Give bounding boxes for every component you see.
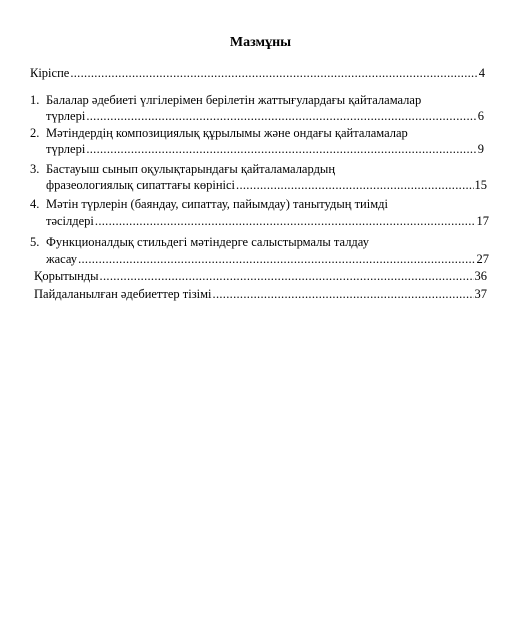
toc-entry-label: Мәтіндердің композициялық құрылымы және ондағы қайталамалар xyxy=(46,126,408,140)
toc-entry-label-cont: түрлері xyxy=(46,109,86,123)
toc-entry-1-line2 xyxy=(46,108,484,124)
toc-entry-label: Кіріспе xyxy=(30,66,70,80)
toc-leader-dots xyxy=(236,177,473,193)
toc-page-number: 9 xyxy=(477,142,484,156)
toc-entry-4-line1 xyxy=(30,196,388,212)
toc-page-number: 37 xyxy=(474,287,487,301)
toc-entry-number: 2. xyxy=(30,126,40,140)
toc-entry-label-cont: тәсілдері xyxy=(46,214,94,228)
toc-leader-dots xyxy=(86,108,476,124)
toc-entry-conclusion xyxy=(34,268,487,284)
toc-leader-dots xyxy=(100,268,474,284)
toc-entry-5-line1 xyxy=(30,234,369,250)
toc-entry-label: Мәтін түрлерін (баяндау, сипаттау, пайымдау) танытудың тиімді xyxy=(46,197,388,211)
toc-entry-1-line1 xyxy=(30,92,421,108)
toc-page-number: 17 xyxy=(476,214,489,228)
toc-leader-dots xyxy=(213,286,474,302)
toc-entry-label: Балалар әдебиеті үлгілерімен берілетін жаттығулардағы қайталамалар xyxy=(46,93,422,107)
toc-entry-label-cont: түрлері xyxy=(46,142,86,156)
toc-entry-5-line2 xyxy=(46,251,489,267)
toc-entry-label-cont: фразеологиялық сипаттағы көрінісі xyxy=(46,178,236,192)
toc-entry-2-line1 xyxy=(30,125,408,141)
toc-leader-dots xyxy=(95,213,476,229)
toc-leader-dots xyxy=(70,65,477,81)
toc-page-number: 36 xyxy=(474,269,487,283)
toc-entry-intro xyxy=(30,65,485,81)
toc-entry-label-cont: жасау xyxy=(46,252,78,266)
toc-page-number: 15 xyxy=(474,178,487,192)
toc-entry-number: 1. xyxy=(30,93,40,107)
toc-title: Мазмұны xyxy=(229,35,292,50)
toc-page-number: 6 xyxy=(477,109,484,123)
toc-leader-dots xyxy=(86,141,476,157)
toc-entry-3-line2 xyxy=(46,177,487,193)
toc-entry-references xyxy=(34,286,487,302)
toc-entry-number: 4. xyxy=(30,197,40,211)
toc-entry-label: Бастауыш сынып оқулықтарындағы қайталамалардың xyxy=(46,162,336,176)
toc-entry-label: Функционалдық стильдегі мәтіндерге салыстырмалы талдау xyxy=(46,235,369,249)
toc-entry-label: Пайдаланылған әдебиеттер тізімі xyxy=(34,287,212,301)
toc-leader-dots xyxy=(78,251,475,267)
toc-entry-3-line1 xyxy=(30,161,335,177)
toc-page-number: 4 xyxy=(478,66,485,80)
toc-entry-number: 3. xyxy=(30,162,40,176)
toc-entry-4-line2 xyxy=(46,213,489,229)
toc-entry-number: 5. xyxy=(30,235,40,249)
toc-entry-2-line2 xyxy=(46,141,484,157)
toc-entry-label: Қорытынды xyxy=(34,269,99,283)
toc-page-number: 27 xyxy=(476,252,489,266)
